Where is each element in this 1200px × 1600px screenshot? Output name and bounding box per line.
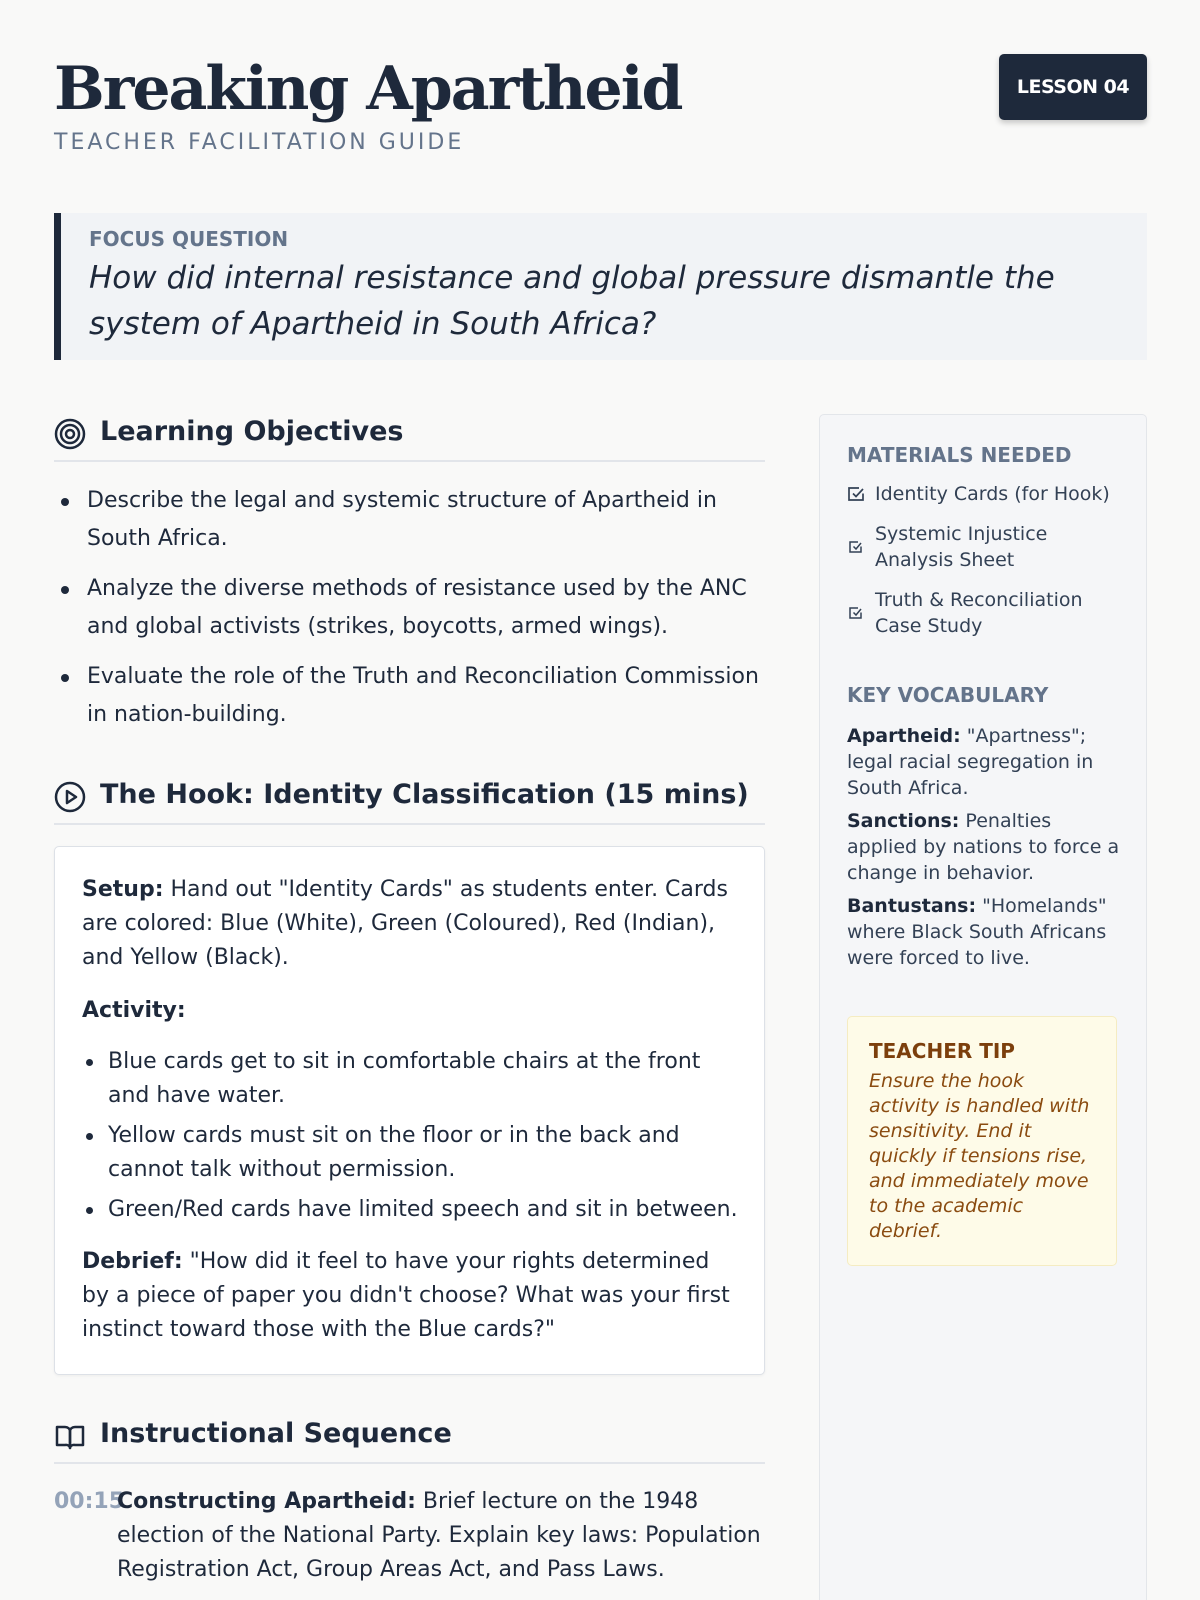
- vocab-definition: "Homelands" where Black South Africans were forced to live.: [847, 895, 1107, 969]
- list-item: Green/Red cards have limited speech and sit in between.: [82, 1193, 738, 1227]
- teacher-tip-box: [847, 1016, 1117, 1266]
- list-item: Evaluate the role of the Truth and Reconciliation Commission in nation-building.: [54, 658, 765, 734]
- page-header: [54, 50, 1147, 170]
- sidebar: [819, 414, 1147, 1600]
- hook-card: [54, 846, 765, 1375]
- checkbox-icon: [847, 604, 865, 622]
- book-open-icon: [54, 1420, 86, 1452]
- list-item: Analyze the diverse methods of resistance used by the ANC and global activists (strikes, boycotts, armed wings).: [54, 570, 765, 646]
- vocab-item: [847, 893, 1127, 971]
- materials-label: MATERIALS NEEDED: [847, 443, 1072, 467]
- vocab-term: Apartheid:: [847, 725, 961, 747]
- focus-question-box: [54, 213, 1147, 360]
- setup-text: Hand out "Identity Cards" as students enter. Cards are colored: Blue (White), Green (Coloured), Red (Indian), and Yellow (Black).: [82, 877, 728, 970]
- page-title: Breaking Apartheid: [54, 54, 682, 124]
- hook-heading: [54, 773, 765, 825]
- vocab-definition: "Apartness"; legal racial segregation in South Africa.: [847, 725, 1094, 799]
- sequence-body: [117, 1485, 765, 1587]
- list-item: [847, 587, 1127, 639]
- list-item: [847, 481, 1127, 507]
- lesson-page: [54, 0, 1147, 1600]
- objectives-list: [54, 482, 765, 746]
- list-item: Describe the legal and systemic structure of Apartheid in South Africa.: [54, 482, 765, 558]
- vocab-item: [847, 808, 1127, 886]
- focus-question-label: FOCUS QUESTION: [89, 227, 289, 251]
- sequence-item-title: Constructing Apartheid:: [117, 1489, 416, 1514]
- list-item: Yellow cards must sit on the floor or in the back and cannot talk without permission.: [82, 1119, 738, 1187]
- hook-title: The Hook: Identity Classification (15 mins): [100, 779, 749, 810]
- list-item: Blue cards get to sit in comfortable chairs at the front and have water.: [82, 1045, 738, 1113]
- list-item: [847, 521, 1127, 573]
- checkbox-icon: [847, 485, 865, 503]
- objectives-heading: [54, 410, 765, 462]
- vocab-label: KEY VOCABULARY: [847, 683, 1049, 707]
- sequence-time: 00:15: [54, 1489, 125, 1514]
- material-label: Systemic Injustice Analysis Sheet: [875, 523, 1048, 571]
- checkbox-icon: [847, 538, 865, 556]
- material-label: Identity Cards (for Hook): [875, 483, 1110, 505]
- materials-list: [847, 481, 1127, 653]
- page-subtitle: TEACHER FACILITATION GUIDE: [54, 130, 465, 155]
- vocab-list: [847, 723, 1127, 978]
- activity-list: [82, 1045, 738, 1227]
- hook-activity-label: [82, 994, 738, 1028]
- teacher-tip-label: TEACHER TIP: [869, 1039, 1015, 1063]
- debrief-text: "How did it feel to have your rights determined by a piece of paper you didn't choose? What was your first instinct toward those with the Blue cards?": [82, 1249, 730, 1342]
- vocab-term: Sanctions:: [847, 810, 960, 832]
- setup-label: Setup:: [82, 877, 164, 902]
- vocab-definition: Penalties applied by nations to force a change in behavior.: [847, 810, 1120, 884]
- debrief-label: Debrief:: [82, 1249, 183, 1274]
- material-label: Truth & Reconciliation Case Study: [875, 589, 1083, 637]
- target-icon: [54, 418, 86, 450]
- focus-question-text: How did internal resistance and global pressure dismantle the system of Apartheid in South Africa?: [89, 260, 1055, 342]
- activity-label: Activity:: [82, 998, 186, 1023]
- hook-debrief: [82, 1245, 738, 1347]
- play-circle-icon: [54, 781, 86, 813]
- sequence-heading: [54, 1412, 765, 1464]
- sequence-item-text: Brief lecture on the 1948 election of the National Party. Explain key laws: Population Registration Act, Group Areas Act, and Pass Laws.: [117, 1489, 761, 1582]
- teacher-tip-text: Ensure the hook activity is handled with sensitivity. End it quickly if tensions rise, and immediately move to the academic debrief.: [869, 1070, 1090, 1242]
- lesson-badge: LESSON 04: [999, 54, 1147, 120]
- vocab-item: [847, 723, 1127, 801]
- vocab-term: Bantustans:: [847, 895, 977, 917]
- objectives-title: Learning Objectives: [100, 416, 404, 447]
- sequence-title: Instructional Sequence: [100, 1418, 452, 1449]
- hook-setup: [82, 873, 738, 975]
